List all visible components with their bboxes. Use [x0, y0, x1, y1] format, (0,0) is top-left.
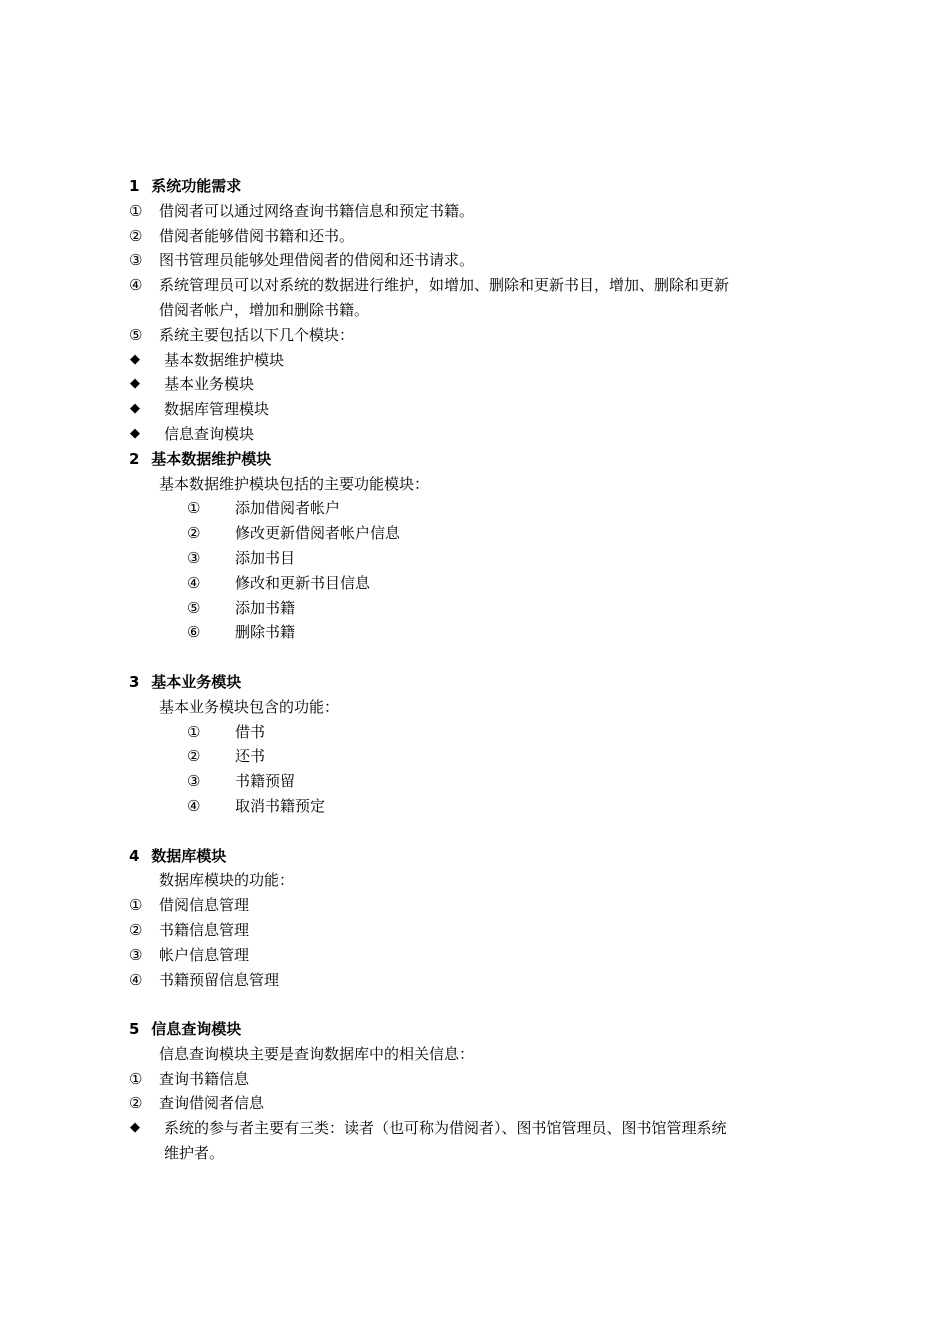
spacer [129, 819, 829, 844]
section-intro: 基本数据维护模块包括的主要功能模块： [159, 474, 430, 493]
list-item: ⑤ 系统主要包括以下几个模块： [129, 325, 355, 344]
list-item: ④ 书籍预留信息管理 [129, 970, 280, 989]
section-heading-3: 3 基本业务模块 [129, 672, 242, 691]
diamond-bullet-icon: ◆ [130, 376, 140, 392]
list-item: ① 借书 [187, 722, 266, 741]
section-heading-4: 4 数据库模块 [129, 846, 227, 865]
list-item: ② 修改更新借阅者帐户信息 [187, 524, 401, 543]
bullet-item: ◆ 信息查询模块 [129, 422, 829, 447]
list-item: ② 查询借阅者信息 [129, 1094, 265, 1113]
section-intro: 基本业务模块包含的功能： [159, 697, 340, 716]
list-item: ① 借阅者可以通过网络查询书籍信息和预定书籍。 [129, 201, 475, 220]
diamond-bullet-icon: ◆ [130, 1120, 140, 1136]
list-item: ② 书籍信息管理 [129, 920, 250, 939]
section-heading-2: 2 基本数据维护模块 [129, 449, 272, 468]
list-item: ④ 系统管理员可以对系统的数据进行维护，如增加、删除和更新书目，增加、删除和更新 [129, 276, 730, 295]
list-item: ① 查询书籍信息 [129, 1069, 250, 1088]
bullet-item: ◆ 基本数据维护模块 [129, 348, 829, 373]
spacer [129, 992, 829, 1017]
section-intro: 信息查询模块主要是查询数据库中的相关信息： [159, 1044, 475, 1063]
list-item: ⑤ 添加书籍 [187, 598, 296, 617]
bullet-item: ◆ 系统的参与者主要有三类：读者（也可称为借阅者）、图书馆管理员、图书馆管理系统 [129, 1116, 829, 1141]
list-item: ④ 取消书籍预定 [187, 796, 326, 815]
section-heading-5: 5 信息查询模块 [129, 1020, 242, 1039]
list-item-continuation: 借阅者帐户，增加和删除书籍。 [159, 300, 370, 319]
diamond-bullet-icon: ◆ [130, 425, 140, 441]
spacer [129, 645, 829, 670]
list-item: ⑥ 删除书籍 [187, 623, 296, 642]
list-item: ④ 修改和更新书目信息 [187, 573, 371, 592]
list-item: ② 借阅者能够借阅书籍和还书。 [129, 226, 355, 245]
document-content [129, 174, 829, 1166]
list-item: ③ 添加书目 [187, 548, 296, 567]
section-heading-1: 1 系统功能需求 [129, 177, 242, 195]
section-intro: 数据库模块的功能： [159, 871, 295, 890]
bullet-item: ◆ 基本业务模块 [129, 372, 829, 397]
bullet-item-continuation: 维护者。 [164, 1144, 225, 1163]
bullet-item: ◆ 数据库管理模块 [129, 397, 829, 422]
diamond-bullet-icon: ◆ [130, 401, 140, 417]
list-item: ① 借阅信息管理 [129, 896, 250, 915]
list-item: ② 还书 [187, 747, 266, 766]
diamond-bullet-icon: ◆ [130, 351, 140, 367]
list-item: ③ 帐户信息管理 [129, 945, 250, 964]
list-item: ③ 书籍预留 [187, 772, 296, 791]
list-item: ① 添加借阅者帐户 [187, 499, 341, 518]
list-item: ③ 图书管理员能够处理借阅者的借阅和还书请求。 [129, 251, 475, 270]
